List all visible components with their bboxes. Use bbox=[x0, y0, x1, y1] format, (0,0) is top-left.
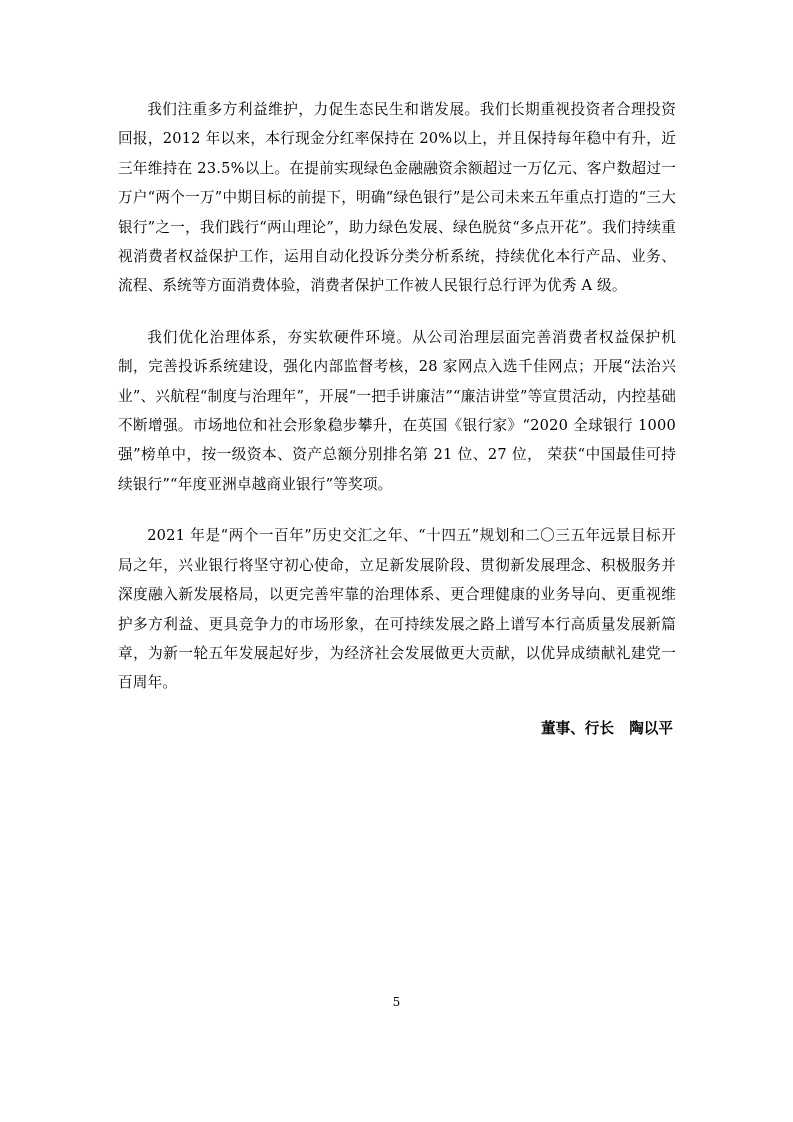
paragraph-outlook: 2021 年是“两个一百年”历史交汇之年、“十四五”规划和二〇三五年远景目标开局之年，兴业银行将坚守初心使命，立足新发展阶段、贯彻新发展理念、积极服务并深度融入新发展格局，以更完善牢靠的治理体系、更合理健康的业务导向、更重视维护多方利益、更具竞争力的市场形象，在可持续发展之路上谱写本行高质量发展新篇章，为新一轮五年发展起好步，为经济社会发展做更大贡献，以优异成绩献礼建党一百周年。 bbox=[118, 527, 676, 692]
signature: 董事、行长 陶以平 bbox=[541, 720, 673, 737]
page-number: 5 bbox=[392, 995, 401, 1009]
paragraph-governance: 我们优化治理体系，夯实软硬件环境。从公司治理层面完善消费者权益保护机制，完善投诉系统建设，强化内部监督考核，28 家网点入选千佳网点；开展“法治兴业”、兴航程“制度与治理年”，开展“一把手讲廉洁”“廉洁讲堂”等宣贯活动，内控基础不断增强。市场地位和社会形象稳步攀升，在英国《银行家》“2020 全球银行 1000 强”榜单中，按一级资本、资产总额分别排名第 21 位、27 位， 荣获“中国最佳可持续银行”“年度亚洲卓越商业银行”等奖项。 bbox=[118, 328, 676, 493]
body-text bbox=[118, 95, 676, 698]
paragraph-stakeholders: 我们注重多方利益维护，力促生态民生和谐发展。我们长期重视投资者合理投资回报，2012 年以来，本行现金分红率保持在 20%以上，并且保持每年稳中有升，近三年维持在 23.5%以上。在提前实现绿色金融融资余额超过一万亿元、客户数超过一万户“两个一万”中期目标的前提下，明确“绿色银行”是公司未来五年重点打造的“三大银行”之一，我们践行“两山理论”，助力绿色发展、绿色脱贫“多点开花”。我们持续重视消费者权益保护工作，运用自动化投诉分类分析系统，持续优化本行产品、业务、流程、系统等方面消费体验，消费者保护工作被人民银行总行评为优秀 A 级。 bbox=[118, 101, 676, 295]
